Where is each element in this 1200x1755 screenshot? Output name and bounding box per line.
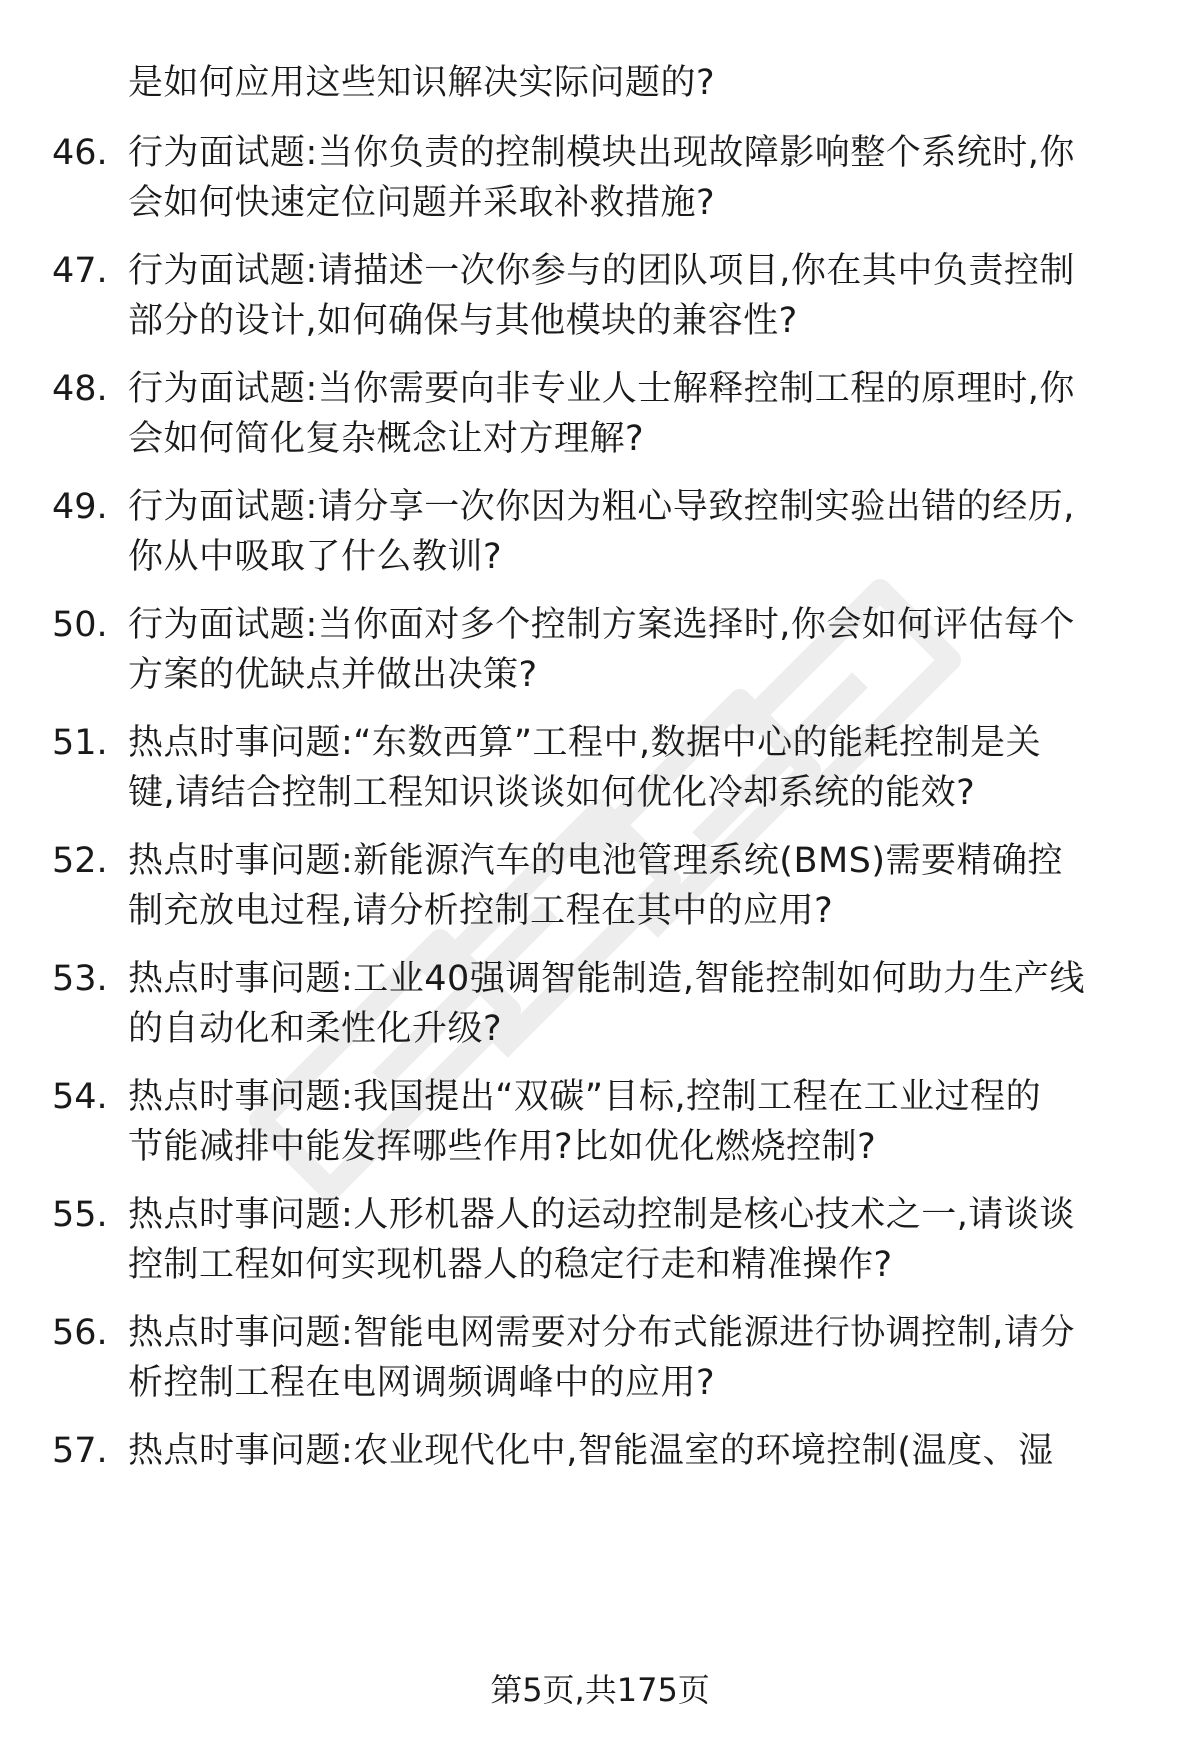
question-item	[52, 246, 1162, 346]
page-footer: 第5页,共175页	[490, 1671, 710, 1709]
question-text-line: 热点时事问题:工业40强调智能制造,智能控制如何助力生产线	[128, 959, 1085, 999]
question-item	[52, 128, 1162, 228]
question-text-line: 热点时事问题:“东数西算”工程中,数据中心的能耗控制是关	[128, 723, 1042, 763]
question-text-line: 行为面试题:请描述一次你参与的团队项目,你在其中负责控制	[128, 251, 1075, 291]
question-item	[52, 1072, 1162, 1172]
question-text-line: 会如何简化复杂概念让对方理解?	[128, 419, 645, 459]
question-item	[52, 1426, 1162, 1476]
continuation-text: 是如何应用这些知识解决实际问题的?	[128, 63, 716, 103]
question-item	[52, 364, 1162, 464]
question-number: 48.	[52, 369, 108, 409]
question-item	[52, 718, 1162, 818]
question-number: 50.	[52, 605, 108, 645]
question-number: 51.	[52, 723, 108, 763]
question-number: 49.	[52, 487, 108, 527]
question-number: 47.	[52, 251, 108, 291]
question-text-line: 热点时事问题:人形机器人的运动控制是核心技术之一,请谈谈	[128, 1195, 1075, 1235]
question-item	[52, 600, 1162, 700]
question-text-line: 你从中吸取了什么教训?	[128, 537, 503, 577]
question-text-line: 会如何快速定位问题并采取补救措施?	[128, 183, 716, 223]
question-text-line: 控制工程如何实现机器人的稳定行走和精准操作?	[128, 1245, 893, 1285]
question-text-line: 行为面试题:当你面对多个控制方案选择时,你会如何评估每个	[128, 605, 1075, 645]
question-text-line: 析控制工程在电网调频调峰中的应用?	[128, 1363, 716, 1403]
question-text-line: 方案的优缺点并做出决策?	[128, 655, 538, 695]
question-item	[52, 836, 1162, 936]
question-text-line: 节能减排中能发挥哪些作用?比如优化燃烧控制?	[128, 1127, 877, 1167]
question-text-line: 热点时事问题:农业现代化中,智能温室的环境控制(温度、湿	[128, 1431, 1054, 1471]
question-number: 53.	[52, 959, 108, 999]
question-text-line: 键,请结合控制工程知识谈谈如何优化冷却系统的能效?	[128, 773, 976, 813]
question-item	[52, 1190, 1162, 1290]
question-text-line: 热点时事问题:新能源汽车的电池管理系统(BMS)需要精确控	[128, 841, 1064, 881]
question-text-line: 热点时事问题:我国提出“双碳”目标,控制工程在工业过程的	[128, 1077, 1042, 1117]
question-text-line: 部分的设计,如何确保与其他模块的兼容性?	[128, 301, 798, 341]
question-item	[52, 482, 1162, 582]
question-number: 52.	[52, 841, 108, 881]
question-text-line: 的自动化和柔性化升级?	[128, 1009, 503, 1049]
question-text-line: 行为面试题:请分享一次你因为粗心导致控制实验出错的经历,	[128, 487, 1075, 527]
question-text-line: 行为面试题:当你需要向非专业人士解释控制工程的原理时,你	[128, 369, 1075, 409]
question-number: 46.	[52, 133, 108, 173]
question-number: 54.	[52, 1077, 108, 1117]
question-text-line: 行为面试题:当你负责的控制模块出现故障影响整个系统时,你	[128, 133, 1075, 173]
question-text-line: 制充放电过程,请分析控制工程在其中的应用?	[128, 891, 834, 931]
question-item	[52, 1308, 1162, 1408]
question-text-line: 热点时事问题:智能电网需要对分布式能源进行协调控制,请分	[128, 1313, 1075, 1353]
question-item	[52, 954, 1162, 1054]
question-number: 57.	[52, 1431, 108, 1471]
question-number: 55.	[52, 1195, 108, 1235]
question-number: 56.	[52, 1313, 108, 1353]
